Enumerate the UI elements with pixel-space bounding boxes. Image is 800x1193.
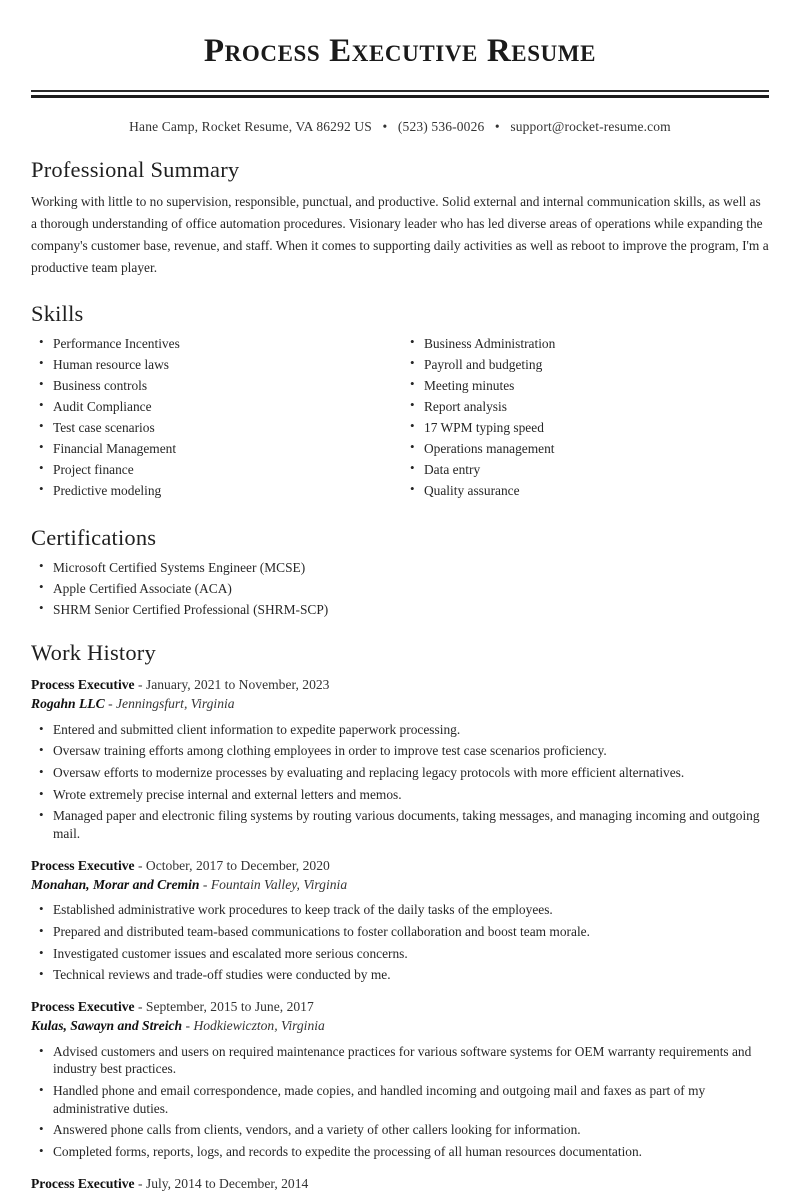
- job-company: Rogahn LLC: [31, 696, 105, 712]
- list-item: • Managed paper and electronic filing systems by routing various documents, taking messages, and managing incoming and outgoing mail.: [31, 807, 769, 842]
- job-location: Fountain Valley, Virginia: [210, 877, 348, 893]
- list-item: • Apple Certified Associate (ACA): [31, 580, 769, 597]
- list-item: • Technical reviews and trade-off studies were conducted by me.: [31, 966, 769, 984]
- list-item: • Report analysis: [402, 398, 769, 415]
- list-item: • Completed forms, reports, logs, and records to expedite the processing of all human resources documentation.: [31, 1143, 769, 1161]
- list-item: • Operations management: [402, 440, 769, 457]
- list-item: • Answered phone calls from clients, vendors, and a variety of other callers looking for information.: [31, 1121, 769, 1139]
- job-separator: -: [185, 1018, 191, 1034]
- job-title: Process Executive: [31, 857, 135, 873]
- job-bullets: [31, 721, 769, 843]
- work-history-entry: [31, 1174, 769, 1193]
- list-item: • Payroll and budgeting: [402, 356, 769, 373]
- list-item: • Financial Management: [31, 440, 400, 457]
- list-item: • Advised customers and users on required maintenance practices for various software systems for OEM warranty requirements and industry best practices.: [31, 1043, 769, 1078]
- list-item: • Meeting minutes: [402, 377, 769, 394]
- job-title-line: [31, 856, 769, 875]
- work-history-entry: [31, 997, 769, 1161]
- job-title-line: [31, 675, 769, 694]
- list-item: • Microsoft Certified Systems Engineer (MCSE): [31, 559, 769, 576]
- job-title: Process Executive: [31, 677, 135, 693]
- list-item: • Entered and submitted client information to expedite paperwork processing.: [31, 721, 769, 739]
- section-work-history: [31, 639, 769, 1193]
- job-separator: -: [202, 877, 208, 893]
- job-company-line: [31, 1016, 769, 1035]
- job-separator: -: [137, 677, 143, 693]
- contact-separator-1: •: [382, 118, 388, 134]
- professional-summary-text: Working with little to no supervision, responsible, punctual, and productive. Solid external and internal communication skills, as well as a thorough understanding of office automation procedures. Visionary leader who has led diverse areas of operations while expanding the company's customer base, revenue, and staff. When it comes to supporting daily activities as well as reboot to improve the program, I'm a productive team player.: [31, 193, 769, 276]
- job-location: Jenningsfurt, Virginia: [116, 696, 235, 712]
- job-title: Process Executive: [31, 999, 135, 1015]
- job-company: Monahan, Morar and Cremin: [31, 877, 200, 893]
- contact-email[interactable]: support@rocket-resume.com: [510, 118, 671, 134]
- list-item: • SHRM Senior Certified Professional (SHRM-SCP): [31, 601, 769, 618]
- section-heading-work-history: Work History: [31, 640, 156, 666]
- list-item: • Data entry: [402, 461, 769, 478]
- list-item: • Project finance: [31, 461, 400, 478]
- certifications-list: [31, 559, 769, 618]
- list-item: • Business controls: [31, 377, 400, 394]
- list-item: • 17 WPM typing speed: [402, 419, 769, 436]
- list-item: • Business Administration: [402, 335, 769, 352]
- job-title-line: [31, 1174, 769, 1193]
- list-item: • Wrote extremely precise internal and external letters and memos.: [31, 786, 769, 804]
- job-title: Process Executive: [31, 1175, 135, 1191]
- section-heading-certifications: Certifications: [31, 524, 157, 550]
- list-item: • Prepared and distributed team-based communications to foster collaboration and boost team morale.: [31, 923, 769, 941]
- contact-address: Hane Camp, Rocket Resume, VA 86292 US: [129, 118, 372, 134]
- section-heading-skills: Skills: [31, 301, 84, 327]
- skills-columns: [31, 335, 769, 502]
- section-certifications: [31, 524, 769, 618]
- contact-line: [31, 119, 769, 135]
- job-dates: October, 2017 to December, 2020: [145, 857, 330, 873]
- job-location: Hodkiewiczton, Virginia: [193, 1018, 325, 1034]
- rule-thick: [31, 95, 769, 98]
- job-company-line: [31, 875, 769, 894]
- list-item: • Human resource laws: [31, 356, 400, 373]
- job-separator: -: [137, 999, 143, 1015]
- contact-separator-2: •: [494, 118, 500, 134]
- job-bullets: [31, 1043, 769, 1161]
- list-item: • Test case scenarios: [31, 419, 400, 436]
- resume-header: [31, 33, 769, 135]
- list-item: • Audit Compliance: [31, 398, 400, 415]
- skills-list-left: [31, 335, 400, 499]
- list-item: • Investigated customer issues and escalated more serious concerns.: [31, 945, 769, 963]
- section-heading-professional-summary: Professional Summary: [31, 156, 240, 182]
- work-history-entry: [31, 856, 769, 984]
- job-separator: -: [108, 696, 113, 712]
- page-title: Process Executive Resume: [203, 33, 597, 69]
- job-dates: January, 2021 to November, 2023: [145, 677, 330, 693]
- list-item: • Predictive modeling: [31, 482, 400, 499]
- list-item: • Established administrative work procedures to keep track of the daily tasks of the employees.: [31, 901, 769, 919]
- skills-column-left: [31, 335, 400, 502]
- resume-page: [0, 33, 800, 1193]
- job-separator: -: [137, 857, 143, 873]
- work-history-entry: [31, 675, 769, 843]
- header-double-rule: [31, 90, 769, 98]
- section-skills: [31, 300, 769, 502]
- section-professional-summary: [31, 156, 769, 279]
- skills-column-right: [400, 335, 769, 502]
- list-item: • Performance Incentives: [31, 335, 400, 352]
- contact-phone[interactable]: (523) 536-0026: [397, 118, 485, 134]
- skills-list-right: [402, 335, 769, 499]
- job-dates: September, 2015 to June, 2017: [145, 999, 314, 1015]
- job-company-line: [31, 694, 769, 713]
- job-dates: July, 2014 to December, 2014: [145, 1175, 309, 1191]
- job-bullets: [31, 901, 769, 984]
- list-item: • Quality assurance: [402, 482, 769, 499]
- job-title-line: [31, 997, 769, 1016]
- list-item: • Oversaw efforts to modernize processes by evaluating and replacing legacy protocols with more efficient alternatives.: [31, 764, 769, 782]
- list-item: • Oversaw training efforts among clothing employees in order to improve test case scenarios proficiency.: [31, 742, 769, 760]
- job-company: Kulas, Sawayn and Streich: [31, 1018, 183, 1034]
- list-item: • Handled phone and email correspondence, made copies, and handled incoming and outgoing mail and faxes as part of my administrative duties.: [31, 1082, 769, 1117]
- job-separator: -: [137, 1175, 143, 1191]
